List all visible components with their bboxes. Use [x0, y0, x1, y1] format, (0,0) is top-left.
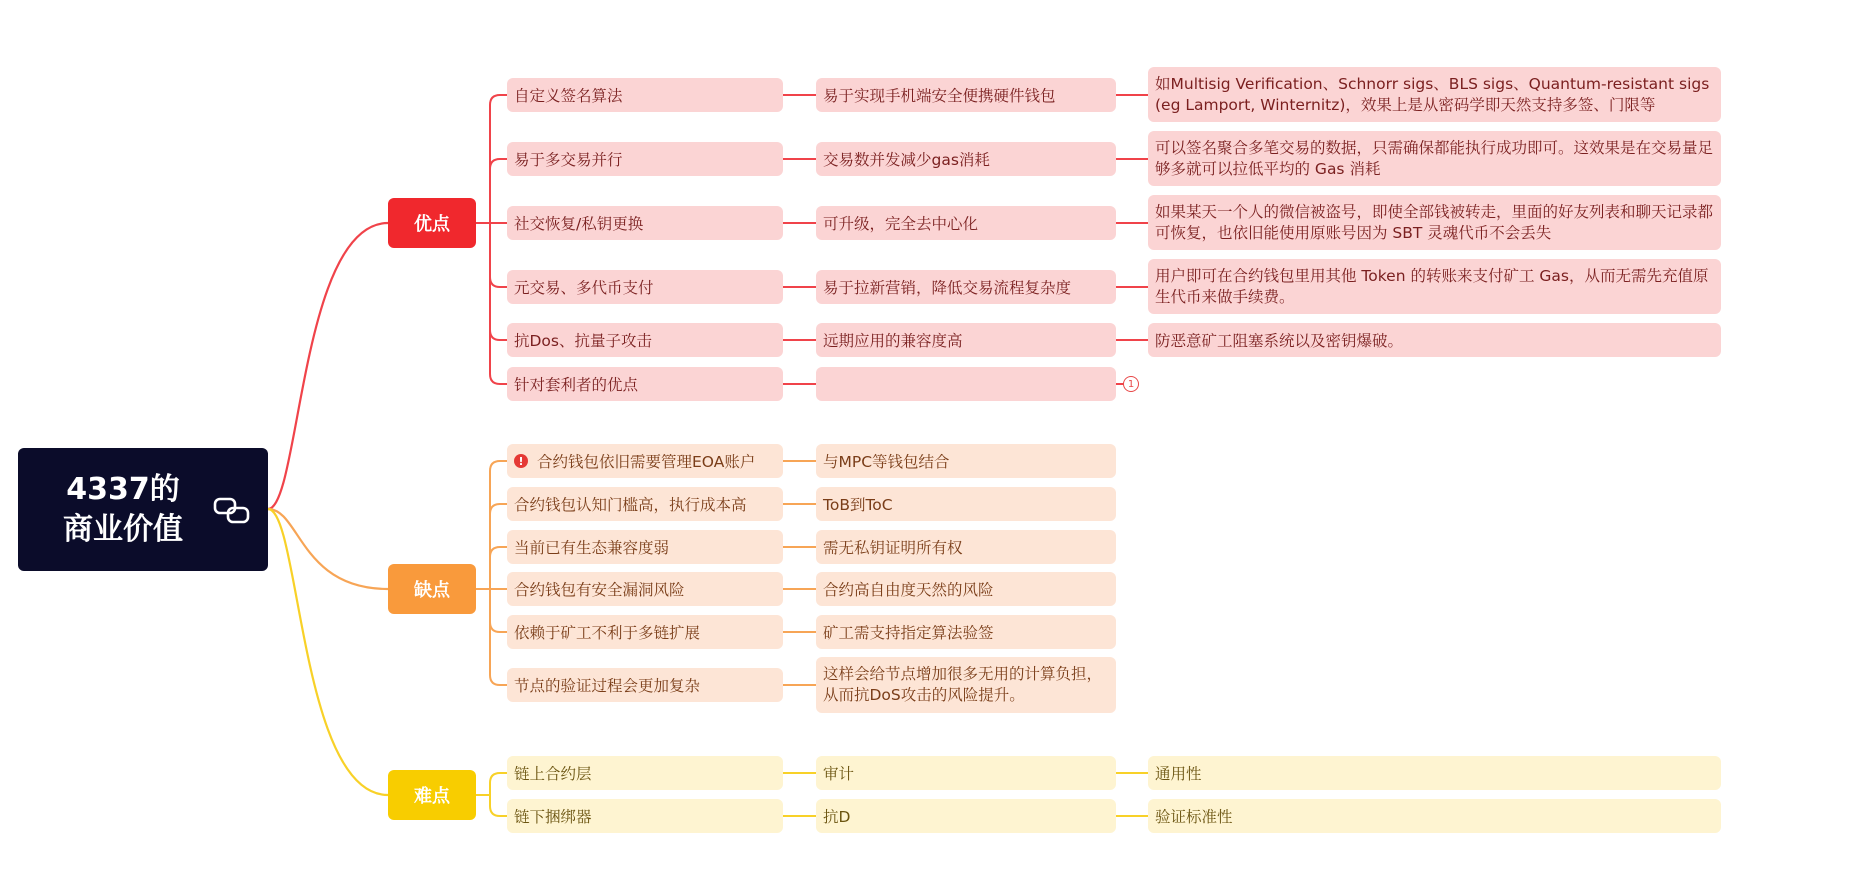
pros-row-3-detail[interactable]: 如果某天一个人的微信被盗号，即使全部钱被转走，里面的好友列表和聊天记录都可恢复，也依旧能使用原账号因为 SBT 灵魂代币不会丢失: [1148, 195, 1721, 250]
cons-row-3-topic[interactable]: 当前已有生态兼容度弱: [507, 530, 783, 564]
connector-11: [476, 547, 507, 589]
pros-row-2-detail[interactable]: 可以签名聚合多笔交易的数据，只需确保都能执行成功即可。这效果是在交易量足够多就可以拉低平均的 Gas 消耗: [1148, 131, 1721, 186]
pros-row-5-benefit[interactable]: 远期应用的兼容度高: [816, 323, 1116, 357]
connector-4: [476, 159, 507, 223]
connector-2: [268, 509, 388, 795]
cons-row-6-topic[interactable]: 节点的验证过程会更加复杂: [507, 668, 783, 702]
difficulty-row-1-extra[interactable]: 通用性: [1148, 756, 1721, 790]
cons-row-3-solution[interactable]: 需无私钥证明所有权: [816, 530, 1116, 564]
warning-icon: !: [514, 454, 528, 468]
difficulty-row-2-extra[interactable]: 验证标准性: [1148, 799, 1721, 833]
cons-row-4-topic[interactable]: 合约钱包有安全漏洞风险: [507, 572, 783, 606]
cons-row-1-solution[interactable]: 与MPC等钱包结合: [816, 444, 1116, 478]
branch-difficulties[interactable]: [388, 770, 476, 820]
root-title: 4337的 商业价值: [63, 472, 183, 547]
pros-row-4-benefit[interactable]: 易于拉新营销，降低交易流程复杂度: [816, 270, 1116, 304]
connector-15: [476, 773, 507, 795]
pros-row-5-detail[interactable]: 防恶意矿工阻塞系统以及密钥爆破。: [1148, 323, 1721, 357]
pros-row-2-topic[interactable]: 易于多交易并行: [507, 142, 783, 176]
connector-16: [476, 795, 507, 816]
branch-pros[interactable]: [388, 198, 476, 248]
cons-row-6-solution[interactable]: 这样会给节点增加很多无用的计算负担，从而抗DoS攻击的风险提升。: [816, 657, 1116, 713]
cons-row-1-topic[interactable]: [507, 444, 783, 478]
link-icon[interactable]: [213, 496, 251, 526]
difficulty-row-2-detail[interactable]: 抗D: [816, 799, 1116, 833]
pros-row-3-benefit[interactable]: 可升级，完全去中心化: [816, 206, 1116, 240]
connector-9: [476, 461, 507, 589]
pros-row-1-detail[interactable]: 如Multisig Verification、Schnorr sigs、BLS sigs、Quantum-resistant sigs (eg Lamport, Winternitz)，效果上是从密码学即天然支持多签、门限等: [1148, 67, 1721, 122]
branch-cons-label: 缺点: [414, 580, 450, 601]
difficulty-row-1-topic[interactable]: 链上合约层: [507, 756, 783, 790]
pros-row-6-benefit-empty[interactable]: [816, 367, 1116, 401]
connector-13: [476, 589, 507, 632]
cons-row-5-solution[interactable]: 矿工需支持指定算法验签: [816, 615, 1116, 649]
cons-row-2-topic[interactable]: 合约钱包认知门槛高，执行成本高: [507, 487, 783, 521]
pros-row-2-benefit[interactable]: 交易数并发减少gas消耗: [816, 142, 1116, 176]
pros-row-3-topic[interactable]: 社交恢复/私钥更换: [507, 206, 783, 240]
root-node[interactable]: [18, 448, 268, 571]
collapsed-count-badge[interactable]: 1: [1123, 376, 1139, 392]
pros-row-1-topic[interactable]: 自定义签名算法: [507, 78, 783, 112]
difficulty-row-1-detail[interactable]: 审计: [816, 756, 1116, 790]
cons-row-4-solution[interactable]: 合约高自由度天然的风险: [816, 572, 1116, 606]
pros-row-1-benefit[interactable]: 易于实现手机端安全便携硬件钱包: [816, 78, 1116, 112]
connector-8: [476, 223, 507, 384]
connector-0: [268, 223, 388, 509]
pros-row-5-topic[interactable]: 抗Dos、抗量子攻击: [507, 323, 783, 357]
cons-row-1-text: 合约钱包依旧需要管理EOA账户: [537, 453, 756, 471]
branch-difficulties-label: 难点: [414, 786, 450, 807]
connector-14: [476, 589, 507, 685]
difficulty-row-2-topic[interactable]: 链下捆绑器: [507, 799, 783, 833]
branch-cons[interactable]: [388, 564, 476, 614]
cons-row-5-topic[interactable]: 依赖于矿工不利于多链扩展: [507, 615, 783, 649]
pros-row-6-topic[interactable]: 针对套利者的优点: [507, 367, 783, 401]
pros-row-4-detail[interactable]: 用户即可在合约钱包里用其他 Token 的转账来支付矿工 Gas，从而无需先充值原生代币来做手续费。: [1148, 259, 1721, 314]
connector-6: [476, 223, 507, 287]
cons-row-2-solution[interactable]: ToB到ToC: [816, 487, 1116, 521]
branch-pros-label: 优点: [414, 214, 450, 235]
pros-row-4-topic[interactable]: 元交易、多代币支付: [507, 270, 783, 304]
